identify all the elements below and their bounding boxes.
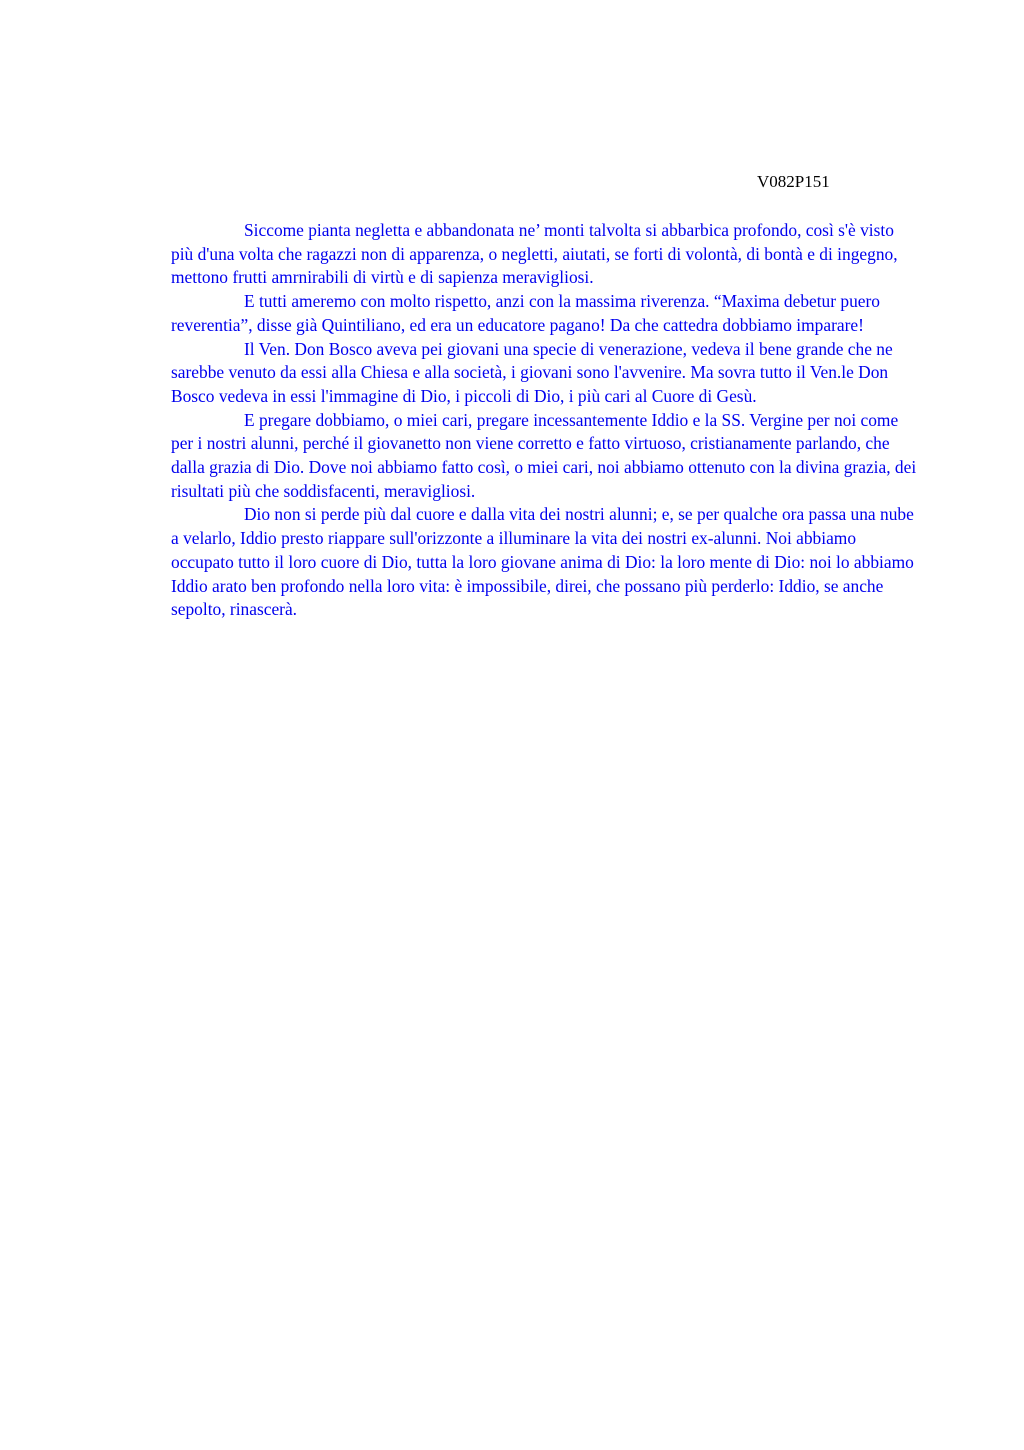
paragraph-1: Siccome pianta negletta e abbandonata ne’ monti talvolta si abbarbica profondo, così s'è visto più d'una volta che ragazzi non di apparenza, o negletti, aiutati, se forti di volontà, di bontà e di ingegno, mettono frutti amrnirabili di virtù e di sapienza meravigliosi.	[171, 220, 898, 288]
paragraph-4: E pregare dobbiamo, o miei cari, pregare incessantemente Iddio e la SS. Vergine per noi come per i nostri alunni, perché il giovanetto non viene corretto e fatto virtuoso, cristianamente parlando, che dalla grazia di Dio. Dove noi abbiamo fatto così, o miei cari, noi abbiamo ottenuto con la divina grazia, dei risultati più che soddisfacenti, meravigliosi.	[171, 409, 917, 501]
body-text	[171, 219, 919, 622]
paragraph-5: Dio non si perde più dal cuore e dalla vita dei nostri alunni; e, se per qualche ora passa una nube a velarlo, Iddio presto riappare sull'orizzonte a illuminare la vita dei nostri ex-alunni. Noi abbiamo occupato tutto il loro cuore di Dio, tutta la loro giovane anima di Dio: la loro mente di Dio: noi lo abbiamo Iddio arato ben profondo nella loro vita: è impossibile, direi, che possano più perderlo: Iddio, se anche sepolto, rinascerà.	[171, 504, 914, 620]
page-identifier: V082P151	[757, 172, 830, 191]
paragraph-2: E tutti ameremo con molto rispetto, anzi con la massima riverenza. “Maxima debetur puero reverentia”, disse già Quintiliano, ed era un educatore pagano! Da che cattedra dobbiamo imparare!	[171, 291, 880, 335]
paragraph-3: Il Ven. Don Bosco aveva pei giovani una specie di venerazione, vedeva il bene grande che ne sarebbe venuto da essi alla Chiesa e alla società, i giovani sono l'avvenire. Ma sovra tutto il Ven.le Don Bosco vedeva in essi l'immagine di Dio, i piccoli di Dio, i più cari al Cuore di Gesù.	[171, 338, 893, 406]
